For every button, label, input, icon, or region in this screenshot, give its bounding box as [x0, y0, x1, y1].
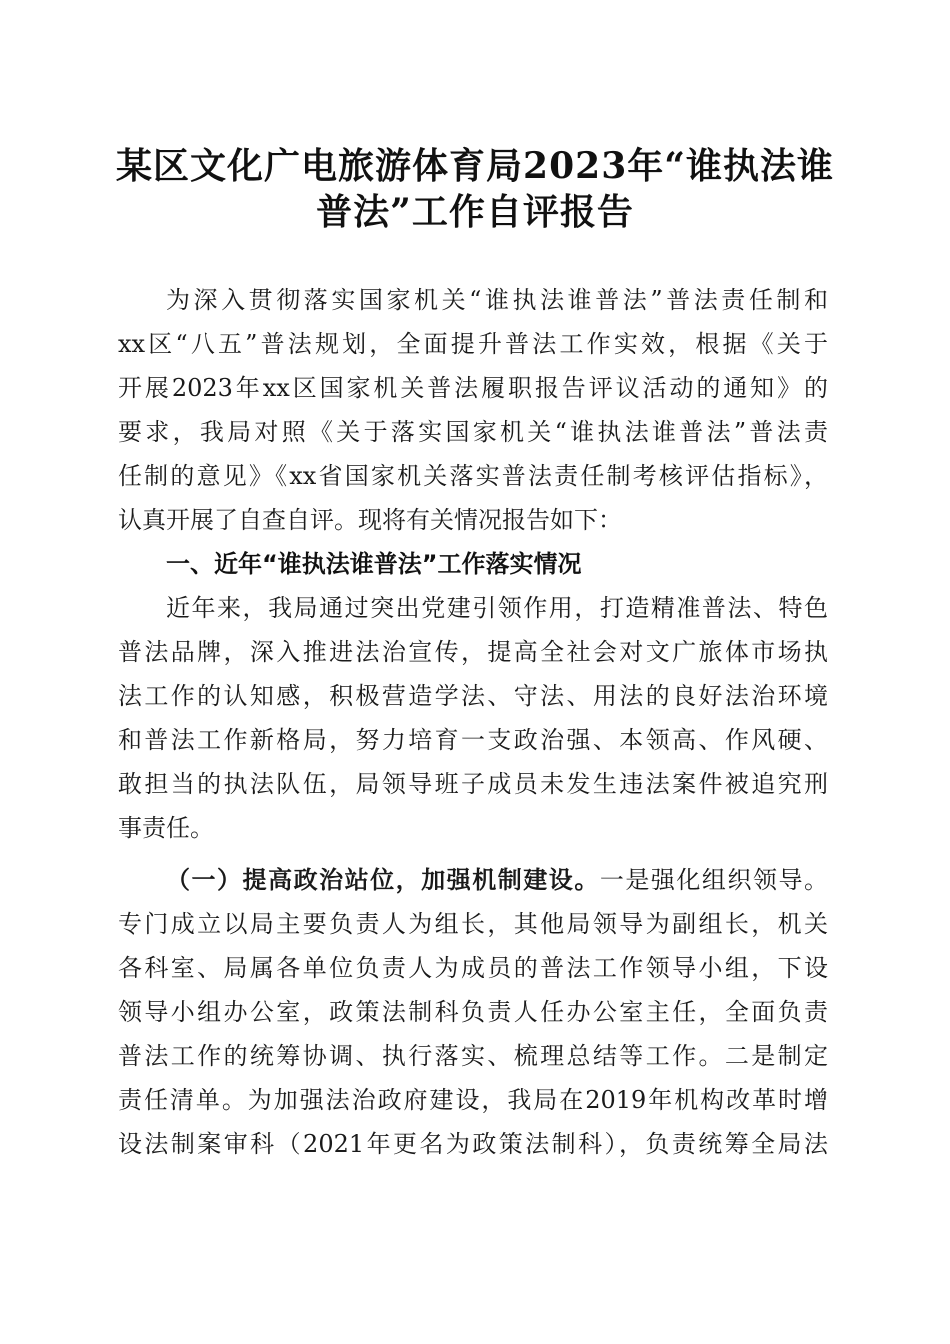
section1-line: 普法品牌，深入推进法治宣传，提高全社会对文广旅体市场执 — [118, 638, 828, 666]
intro-line: 为深入贯彻落实国家机关“谁执法谁普法”普法责任制和 — [166, 286, 828, 314]
intro-line: 开展2023年xx区国家机关普法履职报告评议活动的通知》的 — [118, 374, 828, 402]
subsection1-first-line — [166, 864, 828, 900]
section1-line: 近年来，我局通过突出党建引领作用，打造精准普法、特色 — [166, 594, 828, 622]
section1-line: 事责任。 — [118, 814, 214, 842]
section1-line: 和普法工作新格局，努力培育一支政治强、本领高、作风硬、 — [118, 726, 828, 754]
subsection1-line: 责任清单。为加强法治政府建设，我局在2019年机构改革时增 — [118, 1086, 828, 1114]
subsection1-line: 专门成立以局主要负责人为组长，其他局领导为副组长，机关 — [118, 910, 828, 938]
document-title-line-1: 某区文化广电旅游体育局2023年“谁执法谁 — [116, 145, 834, 187]
section1-line: 敢担当的执法队伍，局领导班子成员未发生违法案件被追究刑 — [118, 770, 828, 798]
subsection-text: 一是强化组织领导。 — [599, 866, 829, 894]
intro-line: 认真开展了自查自评。现将有关情况报告如下： — [118, 506, 622, 534]
subsection1-line: 普法工作的统筹协调、执行落实、梳理总结等工作。二是制定 — [118, 1042, 828, 1070]
intro-line: 要求，我局对照《关于落实国家机关“谁执法谁普法”普法责 — [118, 418, 828, 446]
intro-line: 任制的意见》《xx省国家机关落实普法责任制考核评估指标》， — [118, 462, 828, 490]
section1-line: 法工作的认知感，积极营造学法、守法、用法的良好法治环境 — [118, 682, 828, 710]
subsection1-line: 领导小组办公室，政策法制科负责人任办公室主任，全面负责 — [118, 998, 828, 1026]
subsection1-line: 设法制案审科（2021年更名为政策法制科），负责统筹全局法 — [118, 1130, 828, 1158]
document-title-line-2: 普法”工作自评报告 — [316, 191, 634, 233]
subsection1-line: 各科室、局属各单位负责人为成员的普法工作领导小组，下设 — [118, 954, 828, 982]
section-heading: 一、近年“谁执法谁普法”工作落实情况 — [166, 550, 582, 578]
intro-line: xx区“八五”普法规划，全面提升普法工作实效，根据《关于 — [118, 330, 828, 358]
subsection-heading: （一）提高政治站位，加强机制建设。 — [166, 865, 600, 894]
